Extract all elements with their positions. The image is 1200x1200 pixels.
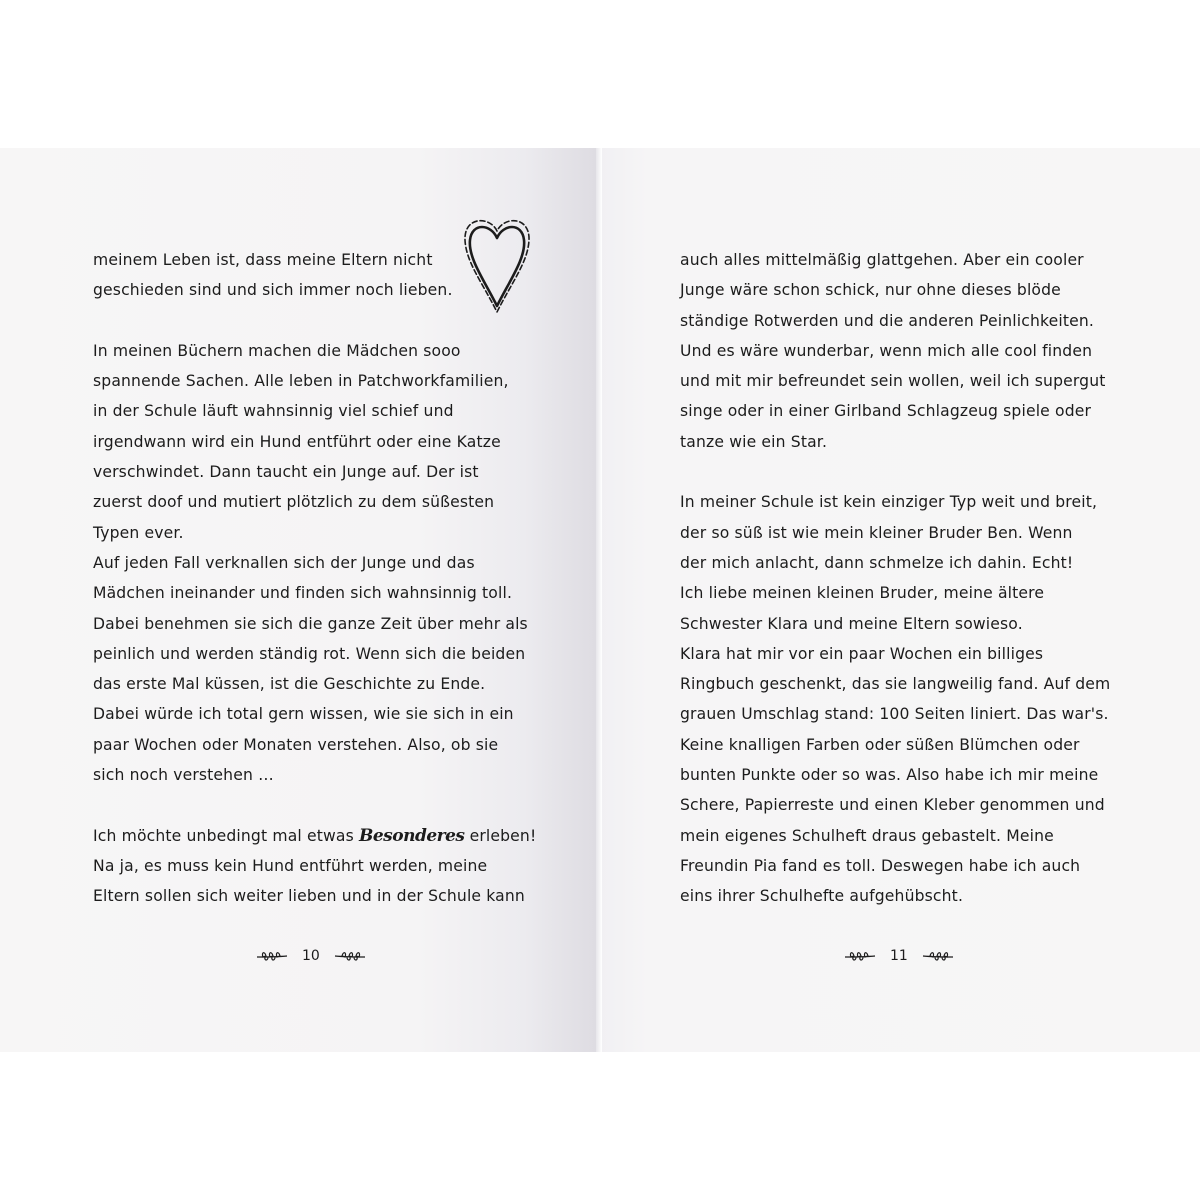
text-line: paar Wochen oder Monaten verstehen. Also, ob sie [93,735,499,754]
text-line: Und es wäre wunderbar, wenn mich alle cool finden [680,341,1093,360]
text-line: ständige Rotwerden und die anderen Peinlichkeiten. [680,311,1095,330]
text-line: In meinen Büchern machen die Mädchen sooo [93,341,461,360]
text-line: Mädchen ineinander und finden sich wahnsinnig toll. [93,584,513,603]
text-line: Keine knalligen Farben oder süßen Blümchen oder [680,735,1080,754]
page-number-left [256,944,366,968]
text-line: Auf jeden Fall verknallen sich der Junge und das [93,553,475,572]
text-line: Ich liebe meinen kleinen Bruder, meine ältere [680,584,1045,603]
page-number-right [844,944,954,968]
text-line: Eltern sollen sich weiter lieben und in der Schule kann [93,887,525,906]
text-fragment: Ich möchte unbedingt mal etwas [93,826,359,845]
text-line: singe oder in einer Girlband Schlagzeug spiele oder [680,402,1092,421]
text-line: Na ja, es muss kein Hund entführt werden, meine [93,856,488,875]
text-line: sich noch verstehen … [93,766,274,785]
left-page [0,148,596,1052]
text-line: Schwester Klara und meine Eltern sowieso. [680,614,1023,633]
text-line: der mich anlacht, dann schmelze ich dahin. Echt! [680,553,1074,572]
book-gutter [596,148,602,1052]
text-line: tanze wie ein Star. [680,432,828,451]
page-number: 10 [302,948,320,964]
text-line: eins ihrer Schulhefte aufgehübscht. [680,887,964,906]
text-line: zuerst doof und mutiert plötzlich zu dem süßesten [93,493,495,512]
text-line: verschwindet. Dann taucht ein Junge auf. Der ist [93,463,479,482]
text-line: Dabei würde ich total gern wissen, wie sie sich in ein [93,705,514,724]
right-page-text [680,245,1110,912]
leaf-ornament-icon [844,949,876,963]
text-line: mein eigenes Schulheft draus gebastelt. Meine [680,826,1054,845]
highlight-word: Besonderes [359,825,465,846]
text-line: Freundin Pia fand es toll. Deswegen habe ich auch [680,856,1081,875]
text-line: Junge wäre schon schick, nur ohne dieses blöde [680,281,1061,300]
text-line: peinlich und werden ständig rot. Wenn sich die beiden [93,644,526,663]
text-line: In meiner Schule ist kein einziger Typ weit und breit, [680,493,1098,512]
text-line: spannende Sachen. Alle leben in Patchworkfamilien, [93,372,509,391]
text-line: irgendwann wird ein Hund entführt oder eine Katze [93,432,501,451]
text-line: meinem Leben ist, dass meine Eltern nicht [93,251,433,269]
text-line: Schere, Papierreste und einen Kleber genommen und [680,796,1105,815]
emphasis-line [93,821,536,851]
text-line: der so süß ist wie mein kleiner Bruder Ben. Wenn [680,523,1073,542]
text-line: Dabei benehmen sie sich die ganze Zeit über mehr als [93,614,528,633]
page-number: 11 [890,948,908,964]
text-line: das erste Mal küssen, ist die Geschichte zu Ende. [93,675,486,694]
text-line: und mit mir befreundet sein wollen, weil ich supergut [680,372,1106,391]
text-line: in der Schule läuft wahnsinnig viel schief und [93,402,454,421]
text-line: Klara hat mir vor ein paar Wochen ein billiges [680,644,1044,663]
text-line: Typen ever. [93,523,184,542]
leaf-ornament-icon [922,949,954,963]
leaf-ornament-icon [334,949,366,963]
left-page-text [93,245,536,912]
text-fragment: erleben! [464,826,537,845]
right-page [600,148,1200,1052]
leaf-ornament-icon [256,949,288,963]
text-line: geschieden sind und sich immer noch lieben. [93,281,453,300]
text-line: bunten Punkte oder so was. Also habe ich mir meine [680,766,1099,785]
text-line: grauen Umschlag stand: 100 Seiten liniert. Das war's. [680,705,1109,724]
text-line: Ringbuch geschenkt, das sie langweilig fand. Auf dem [680,675,1111,694]
text-line: auch alles mittelmäßig glattgehen. Aber ein cooler [680,251,1084,269]
